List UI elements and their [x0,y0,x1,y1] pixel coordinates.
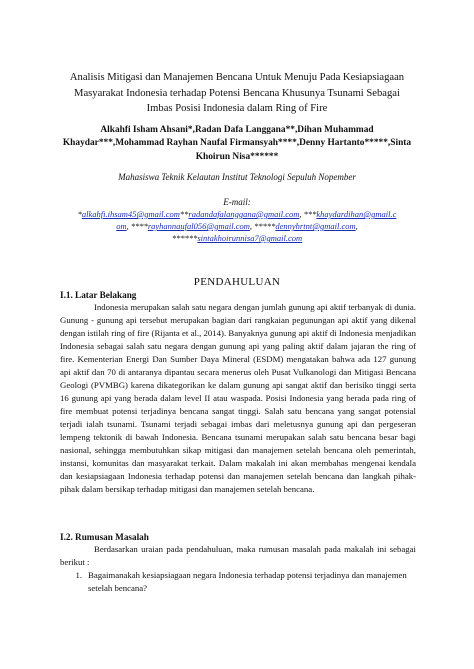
problem-list [60,569,416,595]
email-line [56,220,418,232]
list-item [60,569,416,595]
email-marker: ** [179,209,189,219]
section-title: PENDAHULUAN [193,276,281,288]
title-line: Analisis Mitigasi dan Manajemen Bencana Untuk Menuju Pada Kesiapsiagaan [69,72,405,83]
email-marker: , **** [126,221,148,231]
email-link-2[interactable]: radandafalanggana@gmail.com [188,209,300,219]
list-number: 1. [75,570,82,580]
author-list [50,124,424,164]
email-marker: * [77,209,82,219]
email-separator: , [355,221,358,231]
subsection-title-2: I.2. Rumusan Masalah [60,532,149,542]
email-link-4[interactable]: rayhannaufal056@gmail.com [147,221,250,231]
paragraph-problem: Berdasarkan uraian pada pendahuluan, maka rumusan masalah pada makalah ini sebagai berikut : [60,544,416,567]
subsection-title-1: I.1. Latar Belakang [60,290,137,300]
author-line: Alkahfi Isham Ahsani*,Radan Dafa Langgana**,Dihan Muhammad [100,125,374,135]
email-marker: , ***** [249,221,276,231]
paper-title [52,70,422,117]
title-line: Masyarakat Indonesia terhadap Potensi Bencana Khusunya Tsunami Sebagai [74,87,400,99]
author-line: Khoirun Nisa****** [195,151,279,162]
email-marker: , *** [299,209,317,219]
email-label: E-mail: [223,197,251,207]
author-line: Khaydar***,Mohammad Rayhan Naufal Firmansyah****,Denny Hartanto*****,Sinta [62,138,412,149]
email-link-3[interactable]: khaydardihan@gmail.c [316,209,397,219]
email-link-6[interactable]: sintakhoirunnisa7@gmail.com [197,233,303,243]
email-link-1[interactable]: alkahfi.ihsam45@gmail.com [81,209,180,219]
email-list [56,208,418,244]
list-text: Bagaimanakah kesiapsiagaan negara Indonesia terhadap potensi terjadinya dan manajemen setelah bencana? [88,570,407,593]
title-line: Imbas Posisi Indonesia dalam Ring of Fire [146,103,328,115]
email-link-5[interactable]: dennyhrtnt@gmail.com [275,221,356,231]
email-link-3-cont[interactable]: om [116,221,127,231]
email-marker: ****** [171,233,198,243]
paragraph-background: Indonesia merupakan salah satu negara dengan jumlah gunung api aktif terbanyak di dunia. Gunung - gunung api tersebut merupakan bagian dari rangkaian pegunungan api aktif yang dikenal dengan istilah ring of fire (Rijanta et al., 2014). Banyaknya gunung api aktif di Indonesia menjadikan Indonesia sebagai salah satu negara dengan gunung api yang paling aktif dalam jajaran the ring of fire. Kementerian Energi Dan Sumber Daya Mineral (ESDM) mengatakan bahwa ada 127 gunung api aktif dan 70 di antaranya dipantau secara menerus oleh Pusat Vulkanologi dan Mitigasi Bencana Geologi (PVMBG) karena dikategorikan ke dalam gunung api sangat aktif dan berisiko tinggi serta 16 gunung api yang berada dalam level II atau waspada. Posisi Indonesia yang berada pada ring of fire membuat potensi terjadinya bencana sangat tinggi. Salah satu bencana yang sangat potensial terjadi ialah tsunami. Tsunami terjadi sebagai imbas dari meletusnya gunung api dan pergeseran lempeng tektonik di bawah Indonesia. Bencana tsunami merupakan salah satu bencana besar bagi nasional, sehingga membutuhkan sikap mitigasi dan manajemen setelah bencana oleh pemerintah, instansi, komunitas dan masyarakat terkait. Dalam makalah ini akan membahas mengenai kendala dan kesiapsiagaan Indonesia terhadap potensi dan manajemen setelah bencana dan langkah pihak-pihak dalam bersikap terhadap mitigasi dan manajemen setelah bencana. [60,302,416,494]
email-line [56,232,418,244]
affiliation: Mahasiswa Teknik Kelautan Institut Teknologi Sepuluh Nopember [118,172,356,182]
email-line [56,208,418,220]
